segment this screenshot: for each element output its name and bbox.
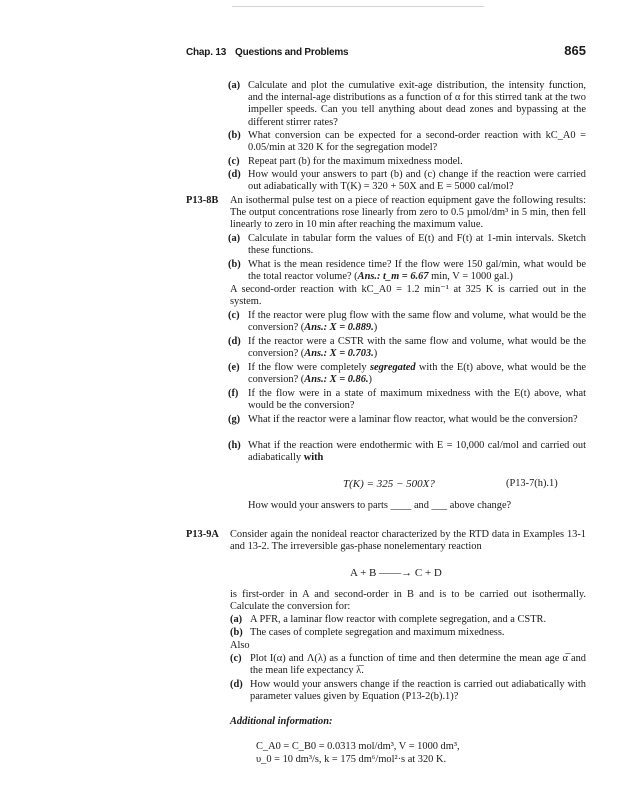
text-run: If the reactor were plug flow with the same flow and volume, what would be the conversion? ( — [248, 310, 586, 334]
part-label: (a) — [228, 80, 241, 91]
answer: Ans.: X = 0.889. — [304, 322, 374, 334]
part-text: How would your answers change if the reaction is carried out adiabatically with parameter values given by Equation (P13-2(b).1)? — [250, 679, 586, 703]
info-text: C_A0 = C_B0 = 0.0313 mol/dm³, V = 1000 dm³, — [256, 741, 460, 752]
p13-9-also — [230, 640, 586, 652]
followup-text: How would your answers to parts ____ and ___ above change? — [248, 500, 512, 511]
equation — [343, 478, 435, 490]
p13-8-part-c — [228, 310, 586, 334]
problem-label-p13-8: P13-8B — [186, 195, 219, 206]
chapter-label: Chap. 13 — [186, 47, 227, 58]
heading-text: Additional information: — [230, 716, 333, 727]
page-number: 865 — [564, 43, 586, 58]
text-run: What if the reaction were endothermic with E = 10,000 cal/mol and carried out adiabatically — [248, 440, 586, 464]
part-text: Plot I(α) and Λ(λ) as a function of time and then determine the mean age α̅ and the mean life expectancy λ̅. — [250, 653, 586, 677]
part-text — [248, 440, 586, 464]
part-label: (g) — [228, 414, 241, 425]
part-text: What if the reactor were a laminar flow reactor, what would be the conversion? — [248, 414, 578, 425]
part-text — [248, 259, 586, 283]
part-text: How would your answers to part (b) and (c) change if the reaction were carried out adiabatically with T(K) = 320 + 50X and E = 5000 cal/mol? — [248, 169, 586, 193]
p13-8-part-g — [228, 414, 586, 426]
equation-text: T(K) = 325 − 500X? — [343, 478, 435, 490]
equation-number: (P13-7(h).1) — [506, 478, 558, 489]
p13-8-part-a — [228, 233, 586, 257]
p13-8-part-e — [228, 362, 586, 386]
p13-9-intro — [230, 529, 586, 553]
answer: Ans.: X = 0.86. — [304, 374, 369, 386]
part-text: If the flow were in a state of maximum mixedness with the E(t) above, what would be the conversion? — [248, 388, 586, 412]
part-text — [248, 362, 586, 386]
text-run: ) — [373, 322, 378, 334]
p13-7-part-c — [228, 156, 586, 168]
p13-8-intro — [230, 195, 586, 232]
info-text: υ_0 = 10 dm³/s, k = 175 dm⁶/mol²·s at 320 K. — [256, 754, 447, 765]
part-label: (b) — [230, 627, 243, 638]
p13-8-part-f — [228, 388, 586, 412]
p13-9-part-d — [230, 679, 586, 703]
part-text — [248, 336, 586, 360]
part-label: (f) — [228, 388, 239, 399]
part-label: (c) — [228, 156, 240, 167]
statement-text: A second-order reaction with kC_A0 = 1.2 min⁻¹ at 325 K is carried out in the system. — [230, 284, 586, 308]
part-text — [248, 310, 586, 334]
p13-7-part-b — [228, 130, 586, 154]
text-run: If the reactor were a CSTR with the same flow and volume, what would be the conversion? ( — [248, 336, 586, 360]
p13-8-part-d — [228, 336, 586, 360]
p13-8-followup — [248, 500, 586, 512]
p13-9-part-b — [230, 627, 586, 639]
part-label: (a) — [228, 233, 241, 244]
intro-text: An isothermal pulse test on a piece of reaction equipment gave the following results: The output concentrations rose linearly from zero to 0.5 µmol/dm³ in 5 min, then fell linearly to zero in 10 min after reaching the maximum value. — [230, 195, 586, 231]
intro-text: Consider again the nonideal reactor characterized by the RTD data in Examples 13-1 and 13-2. The irreversible gas-phase nonelementary reaction — [230, 529, 586, 553]
part-text: Calculate and plot the cumulative exit-age distribution, the intensity function, and the internal-age distributions as a function of α for this stirred tank at the two impeller speeds. Can you tell anything about dead zones and bypassing at the different stirrer rates? — [248, 80, 586, 128]
emphasis: with — [303, 452, 324, 464]
reaction-equation: A + B ——→ C + D — [350, 567, 442, 579]
top-rule — [232, 6, 484, 7]
p13-9-part-a — [230, 614, 586, 626]
part-text: A PFR, a laminar flow reactor with complete segregation, and a CSTR. — [250, 614, 547, 625]
part-label: (c) — [230, 653, 242, 664]
page-header — [186, 43, 586, 63]
text-run: ) — [368, 374, 372, 386]
text-run: If the flow were completely — [248, 362, 370, 373]
p13-8-second-order — [230, 284, 586, 308]
problem-label-p13-9: P13-9A — [186, 529, 219, 540]
part-text: Repeat part (b) for the maximum mixedness model. — [248, 156, 463, 167]
part-label: (d) — [228, 169, 241, 180]
additional-info-line-1 — [256, 741, 586, 753]
running-title: Questions and Problems — [235, 47, 349, 58]
emphasis: segregated — [369, 362, 416, 373]
part-label: (d) — [230, 679, 243, 690]
p13-9-part-c — [230, 653, 586, 677]
p13-7-part-d — [228, 169, 586, 193]
p13-9-conditions — [230, 589, 586, 613]
part-label: (b) — [228, 130, 241, 141]
text-run: with the E(t) above, what would be the conversion? ( — [248, 362, 586, 386]
part-text: What conversion can be expected for a second-order reaction with kC_A0 = 0.05/min at 320 K for the segregation model? — [248, 130, 586, 154]
part-text: The cases of complete segregation and maximum mixedness. — [250, 627, 505, 638]
text-run: What is the mean residence time? If the flow were 150 gal/min, what would be the total reactor volume? ( — [248, 259, 586, 283]
additional-info-heading — [230, 716, 586, 728]
text-run: ) — [373, 348, 378, 360]
part-label: (a) — [230, 614, 243, 625]
text-run: min, V = 1000 gal.) — [428, 271, 513, 283]
answer: Ans.: t_m = 6.67 — [357, 271, 429, 283]
part-label: (c) — [228, 310, 240, 321]
additional-info-line-2 — [256, 754, 586, 766]
part-text: Calculate in tabular form the values of E(t) and F(t) at 1-min intervals. Sketch these functions. — [248, 233, 586, 257]
part-label: (e) — [228, 362, 240, 373]
p13-7-part-a — [228, 80, 586, 129]
part-label: (d) — [228, 336, 241, 347]
also-text: Also — [230, 640, 250, 651]
conditions-text: is first-order in A and second-order in B and is to be carried out isothermally. Calculate the conversion for: — [230, 589, 586, 613]
answer: Ans.: X = 0.703. — [304, 348, 374, 360]
p13-8-part-b — [228, 259, 586, 283]
part-label: (h) — [228, 440, 241, 451]
p13-8-part-h — [228, 440, 586, 464]
part-label: (b) — [228, 259, 241, 270]
